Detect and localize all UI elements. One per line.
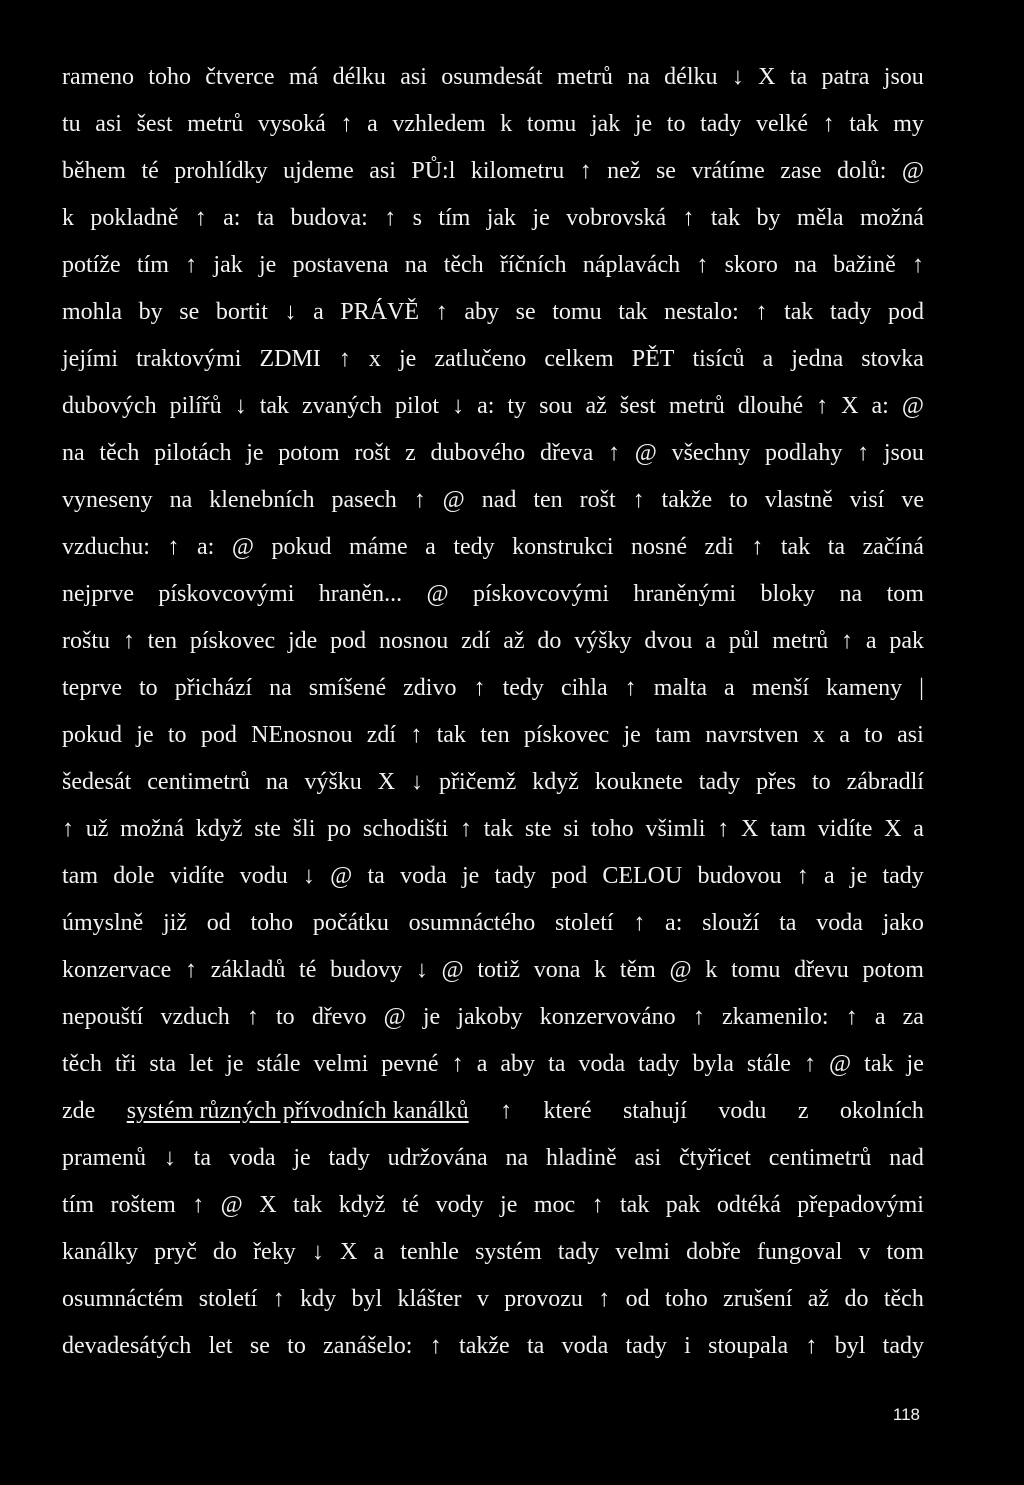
text-line: nejprve pískovcovými hraněn... @ pískovcovými hraněnými bloky na tom	[62, 581, 924, 607]
text-line: na těch pilotách je potom rošt z dubového dřeva ↑ @ všechny podlahy ↑ jsou	[62, 440, 924, 466]
text-line: zde systém různých přívodních kanálků ↑ které stahují vodu z okolních	[62, 1098, 924, 1124]
text-line: tím roštem ↑ @ X tak když té vody je moc ↑ tak pak odtéká přepadovými	[62, 1192, 924, 1218]
text-line: rameno toho čtverce má délku asi osumdesát metrů na délku ↓ X ta patra jsou	[62, 64, 924, 90]
text-line: během té prohlídky ujdeme asi PŮ:l kilometru ↑ než se vrátíme zase dolů: @	[62, 158, 924, 184]
text-line: devadesátých let se to zanášelo: ↑ takže ta voda tady i stoupala ↑ byl tady	[62, 1333, 924, 1359]
text-line: jejími traktovými ZDMI ↑ x je zatlučeno celkem PĚT tisíců a jedna stovka	[62, 346, 924, 372]
text-line: úmyslně již od toho počátku osumnáctého století ↑ a: slouží ta voda jako	[62, 910, 924, 936]
text-line: potíže tím ↑ jak je postavena na těch říčních náplavách ↑ skoro na bažině ↑	[62, 252, 924, 278]
text-line: ↑ už možná když ste šli po schodišti ↑ tak ste si toho všimli ↑ X tam vidíte X a	[62, 816, 924, 842]
text-line: konzervace ↑ základů té budovy ↓ @ totiž vona k těm @ k tomu dřevu potom	[62, 957, 924, 983]
page-number: 118	[892, 1405, 920, 1424]
text-line: mohla by se bortit ↓ a PRÁVĚ ↑ aby se tomu tak nestalo: ↑ tak tady pod	[62, 299, 924, 325]
text-line: pokud je to pod NEnosnou zdí ↑ tak ten pískovec je tam navrstven x a to asi	[62, 722, 924, 748]
text-line: vyneseny na klenebních pasech ↑ @ nad ten rošt ↑ takže to vlastně visí ve	[62, 487, 924, 513]
text-line: tu asi šest metrů vysoká ↑ a vzhledem k tomu jak je to tady velké ↑ tak my	[62, 111, 924, 137]
text-line: kanálky pryč do řeky ↓ X a tenhle systém tady velmi dobře fungoval v tom	[62, 1239, 924, 1265]
text-line: nepouští vzduch ↑ to dřevo @ je jakoby konzervováno ↑ zkamenilo: ↑ a za	[62, 1004, 924, 1030]
text-line: roštu ↑ ten pískovec jde pod nosnou zdí až do výšky dvou a půl metrů ↑ a pak	[62, 628, 924, 654]
text-line: k pokladně ↑ a: ta budova: ↑ s tím jak je vobrovská ↑ tak by měla možná	[62, 205, 924, 231]
text-line: šedesát centimetrů na výšku X ↓ přičemž když kouknete tady přes to zábradlí	[62, 769, 924, 795]
text-line: vzduchu: ↑ a: @ pokud máme a tedy konstrukci nosné zdi ↑ tak ta začíná	[62, 534, 924, 560]
text-line: tam dole vidíte vodu ↓ @ ta voda je tady pod CELOU budovou ↑ a je tady	[62, 863, 924, 889]
text-line: osumnáctém století ↑ kdy byl klášter v provozu ↑ od toho zrušení až do těch	[62, 1286, 924, 1312]
text-line: teprve to přichází na smíšené zdivo ↑ tedy cihla ↑ malta a menší kameny |	[62, 675, 924, 701]
text-line: dubových pilířů ↓ tak zvaných pilot ↓ a: ty sou až šest metrů dlouhé ↑ X a: @	[62, 393, 924, 419]
text-line: pramenů ↓ ta voda je tady udržována na hladině asi čtyřicet centimetrů nad	[62, 1145, 924, 1171]
transcript-body	[62, 54, 924, 1370]
text-line: těch tři sta let je stále velmi pevné ↑ a aby ta voda tady byla stále ↑ @ tak je	[62, 1051, 924, 1077]
